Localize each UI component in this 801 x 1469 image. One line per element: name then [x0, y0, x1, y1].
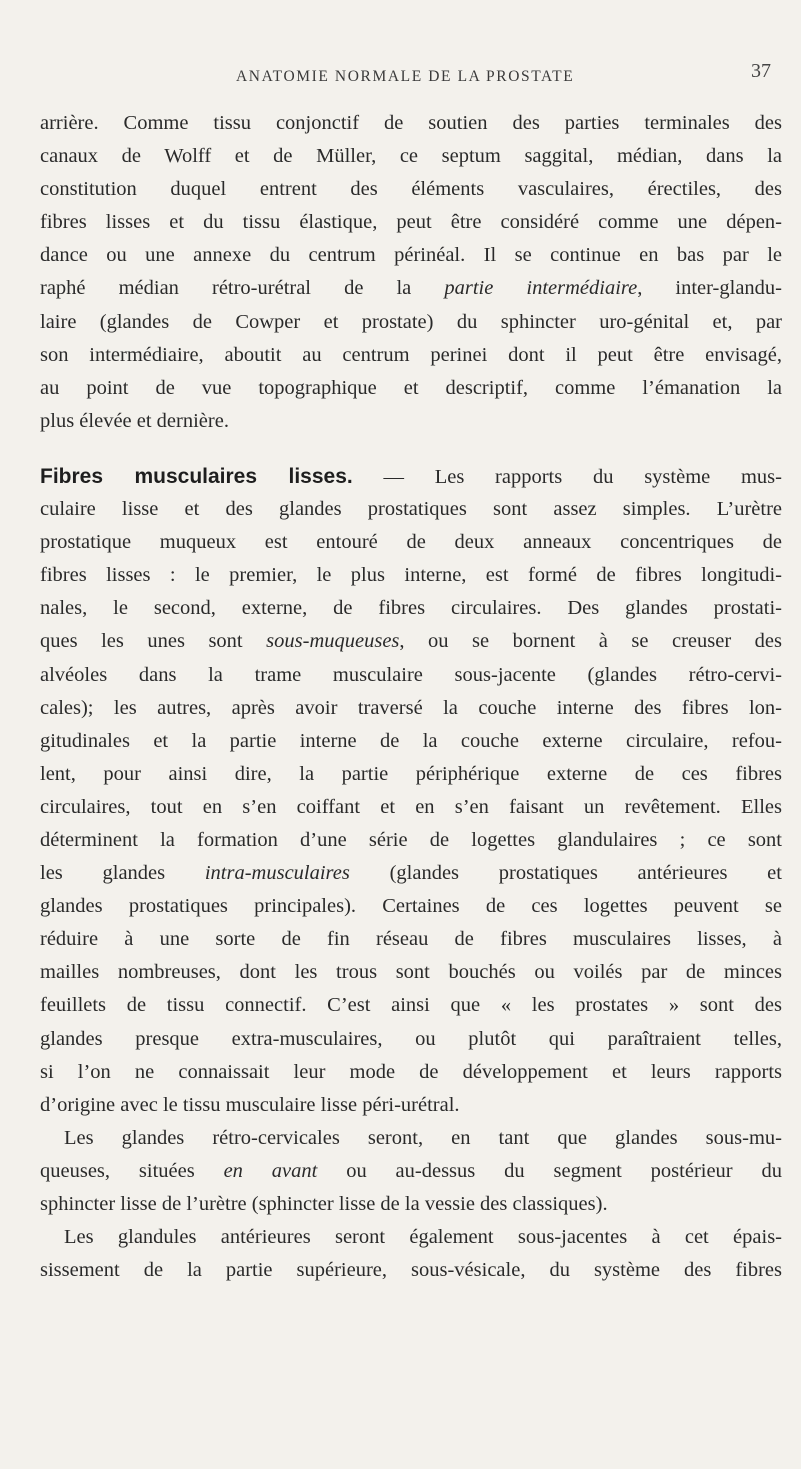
text-line: circulaires, tout en s’en coiffant et en s’en faisant un revêtement. Elles — [40, 795, 782, 818]
text-line: mailles nombreuses, dont les trous sont bouchés ou voilés par de minces — [40, 961, 782, 984]
section-heading: Fibres musculaires lisses. — [40, 464, 353, 488]
italic-term: partie intermédiaire — [444, 277, 638, 300]
text-line: ques les unes sont sous-muqueuses, ou se bornent à se creuser des — [40, 630, 782, 653]
italic-term: en avant — [223, 1159, 318, 1182]
text-line: son intermédiaire, aboutit au centrum perinei dont il peut être envisagé, — [40, 343, 782, 366]
running-header: ANATOMIE NORMALE DE LA PROSTATE — [236, 68, 575, 85]
text-line: queuses, situées en avant ou au-dessus du segment postérieur du — [40, 1159, 782, 1182]
text-line: réduire à une sorte de fin réseau de fibres musculaires lisses, à — [40, 928, 782, 951]
text-line: culaire lisse et des glandes prostatiques sont assez simples. L’urètre — [40, 498, 782, 521]
text-line: fibres lisses : le premier, le plus interne, est formé de fibres longitudi- — [40, 564, 782, 587]
text-line: déterminent la formation d’une série de logettes glandulaires ; ce sont — [40, 828, 782, 851]
text-line: au point de vue topographique et descriptif, comme l’émanation la — [40, 376, 782, 399]
italic-term: intra-musculaires — [204, 862, 350, 885]
text-line: prostatique muqueux est entouré de deux anneaux concentriques de — [40, 531, 782, 554]
text-line: glandes presque extra-musculaires, ou plutôt qui paraîtraient telles, — [40, 1027, 782, 1050]
text-line: constitution duquel entrent des éléments vasculaires, érectiles, des — [40, 178, 782, 201]
text-line: gitudinales et la partie interne de la couche externe circulaire, refou- — [40, 729, 782, 752]
text-line: alvéoles dans la trame musculaire sous-jacente (glandes rétro-cervi- — [40, 663, 782, 686]
text-line: laire (glandes de Cowper et prostate) du sphincter uro-génital et, par — [40, 310, 782, 333]
text-line: Les glandules antérieures seront également sous-jacentes à cet épais- — [64, 1226, 782, 1249]
text-line: glandes prostatiques principales). Certaines de ces logettes peuvent se — [40, 895, 782, 918]
section-heading-line: Fibres musculaires lisses. — Les rapports du système mus- — [40, 464, 782, 488]
text-line: lent, pour ainsi dire, la partie périphérique externe de ces fibres — [40, 762, 782, 785]
text-line: d’origine avec le tissu musculaire lisse péri-urétral. — [40, 1093, 460, 1116]
text-line: si l’on ne connaissait leur mode de développement et leurs rapports — [40, 1060, 782, 1083]
text-line: feuillets de tissu connectif. C’est ainsi que « les prostates » sont des — [40, 994, 782, 1017]
text-line: sissement de la partie supérieure, sous-vésicale, du système des fibres — [40, 1259, 782, 1282]
text-line: les glandes intra-musculaires (glandes prostatiques antérieures et — [40, 862, 782, 885]
text-line: sphincter lisse de l’urètre (sphincter lisse de la vessie des classiques). — [40, 1193, 608, 1215]
italic-term: sous-muqueuses — [266, 630, 400, 653]
text-line: fibres lisses et du tissu élastique, peut être considéré comme une dépen- — [40, 211, 782, 234]
text-line: canaux de Wolff et de Müller, ce septum saggital, médian, dans la — [40, 145, 782, 168]
text-line: dance ou une annexe du centrum périnéal. Il se continue en bas par le — [40, 244, 782, 267]
body-text — [40, 107, 782, 1287]
text-line: arrière. Comme tissu conjonctif de soutien des parties terminales des — [40, 112, 782, 134]
text-line: cales); les autres, après avoir traversé la couche interne des fibres lon- — [40, 696, 782, 719]
text-line: nales, le second, externe, de fibres circulaires. Des glandes prostati- — [40, 597, 782, 620]
page-number: 37 — [751, 60, 771, 82]
text-line: raphé médian rétro-urétral de la partie intermédiaire, inter-glandu- — [40, 277, 782, 300]
text-line: plus élevée et dernière. — [40, 409, 229, 432]
text-line: Les glandes rétro-cervicales seront, en tant que glandes sous-mu- — [64, 1126, 782, 1149]
